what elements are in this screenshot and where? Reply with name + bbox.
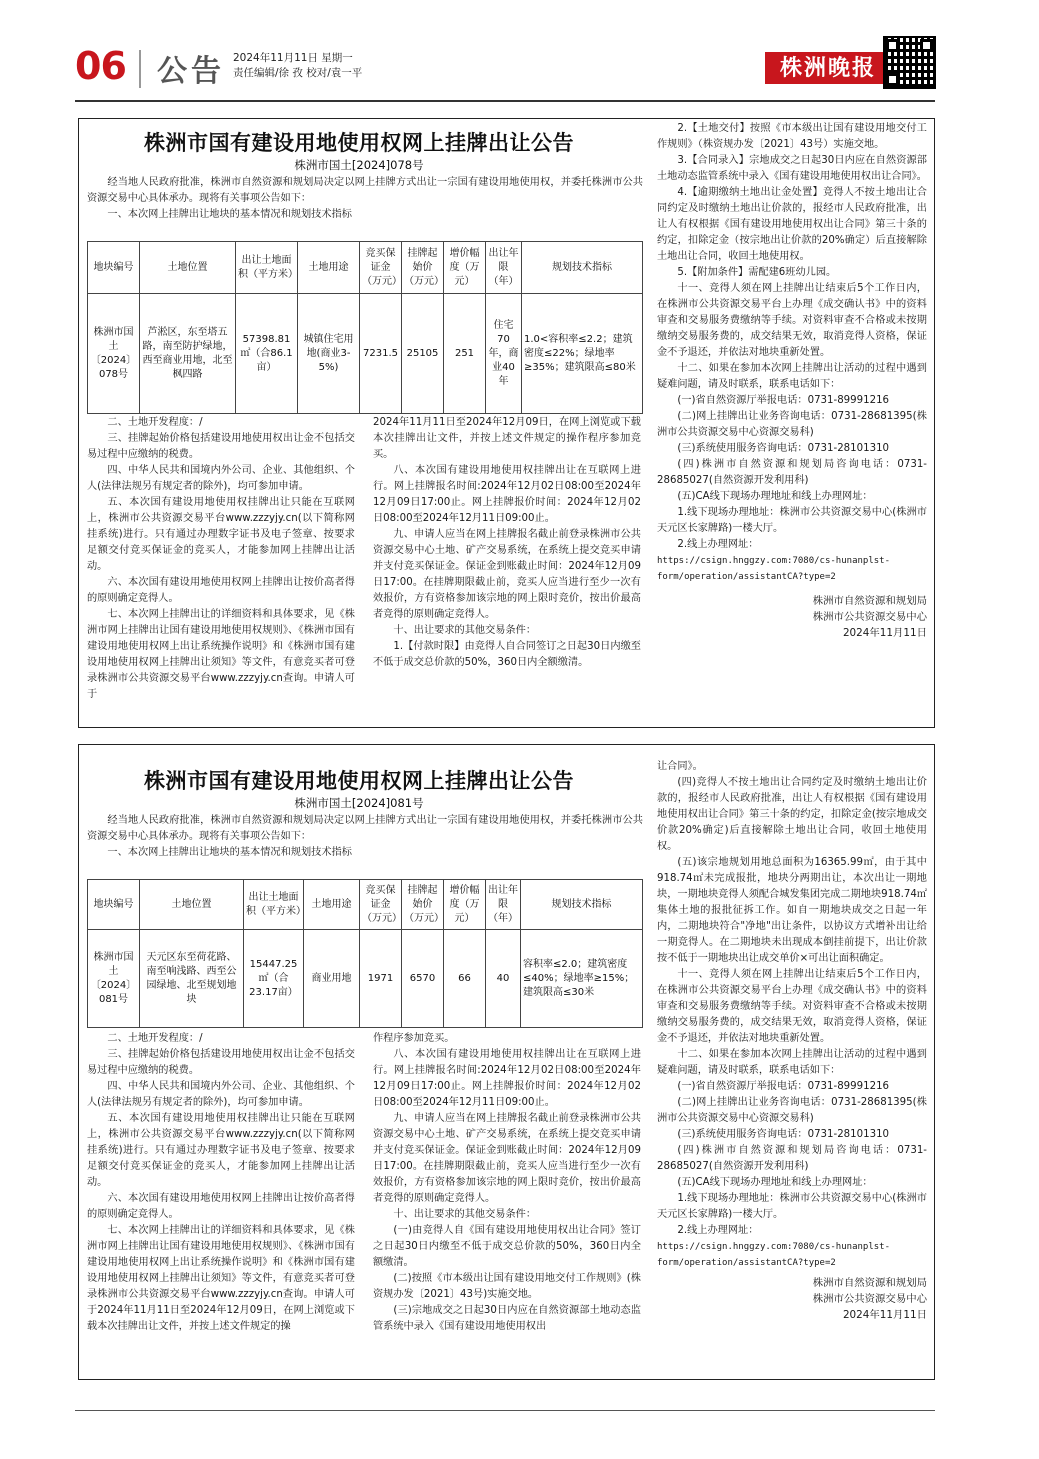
table-cell: 住宅70年，商业40年	[486, 294, 522, 414]
intro-paragraph: 经当地人民政府批准，株洲市自然资源和规划局决定以网上挂牌方式出让一宗国有建设用地使用权，并委托株洲市公共资源交易中心具体承办。现将有关事项公告如下：	[87, 815, 643, 842]
paragraph: 十一、竞得人须在网上挂牌出让结束后5个工作日内，在株洲市公共资源交易平台上办理《成交确认书》中的资料审查和交易服务费缴纳等手续。对资料审查不合格或未按期缴纳交易服务费的，成交结果无效，取消竞得人资格，保证金不予退还，并依法对地块重新处置。	[657, 283, 927, 358]
issue-meta	[233, 51, 362, 81]
table-header: 出让年限（年）	[486, 242, 522, 294]
paragraph: 十二、如果在参加本次网上挂牌出让活动的过程中遇到疑难问题，请及时联系，联系电话如下：	[657, 1049, 927, 1076]
parcel-table	[87, 241, 643, 414]
paragraph: (一)由竞得人自《国有建设用地使用权出让合同》签订之日起30日内缴至不低于成交总价款的50%，360日内全额缴清。	[373, 1225, 641, 1268]
table-header: 竞买保证金（万元）	[360, 242, 402, 294]
parcel-table	[87, 879, 643, 1028]
ca-url-link[interactable]: https://csign.hnggzy.com:7080/cs-hunanplst-form/operation/assistantCA?type=2	[657, 1242, 890, 1268]
header-divider	[139, 50, 141, 88]
paragraph: (三)系统使用服务咨询电话：0731-28101310	[677, 1129, 890, 1140]
signature-block	[657, 1275, 927, 1323]
page-number: 06	[75, 44, 126, 88]
paragraph: 让合同》。	[657, 761, 703, 772]
table-header-row	[88, 880, 643, 930]
table-row	[88, 930, 643, 1028]
table-header: 增价幅度（万元）	[444, 880, 486, 930]
table-header: 土地用途	[298, 242, 360, 294]
table-header: 规划技术指标	[522, 242, 643, 294]
paragraph: (四)株洲市自然资源和规划局咨询电话：0731-28685027(自然资源开发利用科)	[657, 459, 927, 486]
newspaper-logo: 株洲晚报	[765, 52, 891, 84]
paragraph: 九、申请人应当在网上挂牌报名截止前登录株洲市公共资源交易中心土地、矿产交易系统，在系统上提交竞买申请并支付竞买保证金。保证金到账截止时间：2024年12月09日17:00。在挂牌期限截止前，竞买人应当进行至少一次有效报价，方有资格参加该宗地的网上限时竞价，按出价最高者竞得的原则确定竞得人。	[373, 529, 641, 620]
table-cell: 株洲市国土〔2024〕081号	[88, 930, 140, 1028]
notice-081	[78, 744, 935, 1380]
table-cell: 57398.81㎡（合86.1亩）	[236, 294, 298, 414]
notice-column-3	[657, 121, 927, 641]
table-cell: 6570	[402, 930, 444, 1028]
signer: 株洲市公共资源交易中心	[812, 1293, 927, 1305]
paragraph: 2.线上办理网址：	[677, 1225, 759, 1236]
paragraph: 4.【逾期缴纳土地出让金处置】竞得人不按土地出让合同约定及时缴纳土地出让价款的，报经市人民政府批准，出让人有权根据《国有建设用地使用权出让合同》第三十条的约定，扣除定金（按宗地出让价款的20%确定）后直接解除土地出让合同，收回土地使用权。	[657, 187, 927, 262]
notice-column-1	[87, 1031, 355, 1335]
paragraph: (二)网上挂牌出让业务咨询电话：0731-28681395(株洲市公共资源交易中心资源交易科)	[657, 411, 927, 438]
table-cell: 城镇住宅用地(商业3-5%)	[298, 294, 360, 414]
paragraph: 5.【附加条件】需配建6班幼儿园。	[677, 267, 837, 278]
notice-column-1	[87, 415, 355, 703]
table-cell: 1.0<容积率≤2.2；建筑密度≤22%；绿地率≥35%；建筑限高≤80米	[522, 294, 643, 414]
table-cell: 7231.5	[360, 294, 402, 414]
table-cell: 天元区东至荷花路、南至响浅路、西至公园绿地、北至规划地块	[140, 930, 244, 1028]
paragraph: (三)系统使用服务咨询电话：0731-28101310	[677, 443, 890, 454]
paragraph: 作程序参加竞买。	[373, 1033, 455, 1044]
paragraph: 三、挂牌起始价格包括建设用地使用权出让金不包括交易过程中应缴纳的税费。	[87, 433, 355, 460]
paragraph: (一)省自然资源厅举报电话：0731-89991216	[677, 1081, 890, 1092]
paragraph: 二、土地开发程度：/	[107, 417, 203, 428]
table-cell: 1971	[360, 930, 402, 1028]
paragraph: 八、本次国有建设用地使用权挂牌出让在互联网上进行。网上挂牌报名时间:2024年12月02日08:00至2024年12月09日17:00止。网上挂牌报价时间：2024年12月02日08:00至2024年12月11日09:00止。	[373, 465, 641, 524]
table-cell: 商业用地	[304, 930, 360, 1028]
paragraph: 七、本次网上挂牌出让的详细资料和具体要求，见《株洲市网上挂牌出让国有建设用地使用权规则》、《株洲市国有建设用地使用权网上出让系统操作说明》和《株洲市国有建设用地使用权网上挂牌出让须知》等文件，有意竞买者可登录株洲市公共资源交易平台www.zzzyjy.cn查询。申请人可于	[87, 609, 355, 700]
footer-rule	[75, 1410, 935, 1411]
table-header: 地块编号	[88, 242, 140, 294]
table-cell: 15447.25㎡（合23.17亩）	[244, 930, 304, 1028]
paragraph: 2.线上办理网址：	[677, 539, 759, 550]
sign-date: 2024年11月11日	[842, 1309, 927, 1321]
paragraph: 八、本次国有建设用地使用权挂牌出让在互联网上进行。网上挂牌报名时间:2024年12月02日08:00至2024年12月09日17:00止。网上挂牌报价时间：2024年12月02日08:00至2024年12月11日09:00止。	[373, 1049, 641, 1108]
table-header: 土地位置	[140, 242, 236, 294]
paragraph: 四、中华人民共和国境内外公司、企业、其他组织、个人(法律法规另有规定者的除外)，均可参加申请。	[87, 465, 355, 492]
table-cell: 66	[444, 930, 486, 1028]
table-header: 土地用途	[304, 880, 360, 930]
notice-intro	[87, 175, 643, 223]
paragraph: 三、挂牌起始价格包括建设用地使用权出让金不包括交易过程中应缴纳的税费。	[87, 1049, 355, 1076]
paragraph: 十二、如果在参加本次网上挂牌出让活动的过程中遇到疑难问题，请及时联系，联系电话如下：	[657, 363, 927, 390]
signer: 株洲市自然资源和规划局	[812, 1277, 927, 1289]
table-row	[88, 294, 643, 414]
ca-url-link[interactable]: https://csign.hnggzy.com:7080/cs-hunanplst-form/operation/assistantCA?type=2	[657, 556, 890, 582]
table-cell: 40	[486, 930, 521, 1028]
paragraph: 3.【合同录入】宗地成交之日起30日内应在自然资源部土地动态监管系统中录入《国有建设用地使用权出让合同》。	[657, 155, 927, 182]
paragraph: 十、出让要求的其他交易条件：	[393, 625, 537, 636]
notice-column-3	[657, 759, 927, 1323]
signer: 株洲市自然资源和规划局	[812, 595, 927, 607]
paragraph: (四)株洲市自然资源和规划局咨询电话：0731-28685027(自然资源开发利用科)	[657, 1145, 927, 1172]
notice-intro	[87, 813, 643, 861]
paragraph: (五)该宗地规划用地总面积为16365.99㎡，由于其中918.74㎡未完成报批，地块分两期出让，本次出让一期地块，一期地块竞得人须配合城发集团完成二期地块918.74㎡集体土地的报批征拆工作。如自一期地块成交之日起一年内，二期地块符合"净地"出让条件，以协议方式增补出让给一期竞得人。在二期地块未出现成本倒挂前提下，出让价款按不低于一期地块出让成交单价×可出让面积确定。	[657, 857, 927, 964]
notice-title: 株洲市国有建设用地使用权网上挂牌出让公告	[144, 130, 574, 155]
table-cell: 251	[444, 294, 486, 414]
paragraph: (二)网上挂牌出让业务咨询电话：0731-28681395(株洲市公共资源交易中心资源交易科)	[657, 1097, 927, 1124]
table-cell: 25105	[402, 294, 444, 414]
paragraph: (四)竞得人不按土地出让合同约定及时缴纳土地出让价款的，报经市人民政府批准，出让人有权根据《国有建设用地使用权出让合同》第三十条的约定，扣除定金(按宗地成交价款20%确定)后直接解除土地出让合同，收回土地使用权。	[657, 777, 927, 852]
paragraph: 2024年11月11日至2024年12月09日，在网上浏览或下载本次挂牌出让文件，并按上述文件规定的操作程序参加竞买。	[373, 417, 641, 460]
table-header: 地块编号	[88, 880, 140, 930]
editor-credit: 责任编辑/徐 孜 校对/袁一平	[233, 67, 363, 79]
paragraph: (二)按照《市本级出让国有建设用地交付工作规则》(株资规办发〔2021〕43号)实施交地。	[373, 1273, 641, 1300]
table-header: 土地位置	[140, 880, 244, 930]
paragraph: 十一、竞得人须在网上挂牌出让结束后5个工作日内，在株洲市公共资源交易平台上办理《成交确认书》中的资料审查和交易服务费缴纳等手续。对资料审查不合格或未按期缴纳交易服务费的，成交结果无效，取消竞得人资格，保证金不予退还，并依法对地块重新处置。	[657, 969, 927, 1044]
table-cell: 株洲市国土〔2024〕078号	[88, 294, 140, 414]
paragraph: 六、本次国有建设用地使用权网上挂牌出让按价高者得的原则确定竞得人。	[87, 577, 355, 604]
signer: 株洲市公共资源交易中心	[812, 611, 927, 623]
paragraph: (五)CA线下现场办理地址和线上办理网址：	[677, 1177, 873, 1188]
table-header: 挂牌起始价（万元）	[402, 880, 444, 930]
paragraph: 六、本次国有建设用地使用权网上挂牌出让按价高者得的原则确定竞得人。	[87, 1193, 355, 1220]
intro-paragraph: 经当地人民政府批准，株洲市自然资源和规划局决定以网上挂牌方式出让一宗国有建设用地使用权，并委托株洲市公共资源交易中心具体承办。现将有关事项公告如下：	[87, 177, 643, 204]
notice-doc-number: 株洲市国土[2024]078号	[294, 158, 424, 172]
masthead	[75, 36, 935, 96]
table-cell: 芦淞区，东至塔五路，南至防护绿地，西至商业用地，北至枫四路	[140, 294, 236, 414]
notice-078	[78, 118, 935, 728]
table-header: 出让年限（年）	[486, 880, 521, 930]
paragraph: 五、本次国有建设用地使用权挂牌出让只能在互联网上，株洲市公共资源交易平台www.zzzyjy.cn(以下简称网挂系统)进行。只有通过办理数字证书及电子签章、按要求足额交付竞买保证金的竞买人，才能参加网上挂牌出让活动。	[87, 497, 355, 572]
notice-doc-number: 株洲市国土[2024]081号	[294, 796, 424, 810]
section-name: 公告	[157, 54, 225, 89]
sign-date: 2024年11月11日	[842, 627, 927, 639]
notice-column-2	[373, 1031, 641, 1335]
paragraph: 二、土地开发程度：/	[107, 1033, 203, 1044]
table-header: 挂牌起始价（万元）	[402, 242, 444, 294]
paragraph: (一)省自然资源厅举报电话：0731-89991216	[677, 395, 890, 406]
notice-column-2	[373, 415, 641, 671]
paragraph: 四、中华人民共和国境内外公司、企业、其他组织、个人(法律法规另有规定者的除外)，均可参加申请。	[87, 1081, 355, 1108]
header-rule	[75, 100, 935, 102]
paragraph: 七、本次网上挂牌出让的详细资料和具体要求，见《株洲市网上挂牌出让国有建设用地使用权规则》、《株洲市国有建设用地使用权网上出让系统操作说明》和《株洲市国有建设用地使用权网上挂牌出让须知》等文件，有意竞买者可登录株洲市公共资源交易平台www.zzzyjy.cn查询。申请人可于2024年11月11日至2024年12月09日，在网上浏览或下载本次挂牌出让文件，并按上述文件规定的操	[87, 1225, 355, 1332]
section-heading: 一、本次网上挂牌出让地块的基本情况和规划技术指标	[107, 209, 352, 220]
table-header: 出让土地面积（平方米）	[244, 880, 304, 930]
table-cell: 容积率≤2.0；建筑密度≤40%；绿地率≥15%；建筑限高≤30米	[521, 930, 643, 1028]
paragraph: 2.【土地交付】按照《市本级出让国有建设用地交付工作规则》（株资规办发〔2021〕43号）实施交地。	[657, 123, 927, 150]
paragraph: 十、出让要求的其他交易条件：	[393, 1209, 537, 1220]
notice-title: 株洲市国有建设用地使用权网上挂牌出让公告	[144, 768, 574, 793]
section-heading: 一、本次网上挂牌出让地块的基本情况和规划技术指标	[107, 847, 352, 858]
paragraph: 五、本次国有建设用地使用权挂牌出让只能在互联网上，株洲市公共资源交易平台www.zzzyjy.cn(以下简称网挂系统)进行。只有通过办理数字证书及电子签章、按要求足额交付竞买保证金的竞买人，才能参加网上挂牌出让活动。	[87, 1113, 355, 1188]
table-header: 增价幅度（万元）	[444, 242, 486, 294]
signature-block	[657, 593, 927, 641]
qr-code-icon	[883, 36, 936, 89]
issue-date: 2024年11月11日 星期一	[233, 52, 353, 64]
paragraph: (五)CA线下现场办理地址和线上办理网址：	[677, 491, 873, 502]
paragraph: 九、申请人应当在网上挂牌报名截止前登录株洲市公共资源交易中心土地、矿产交易系统，在系统上提交竞买申请并支付竞买保证金。保证金到账截止时间：2024年12月09日17:00。在挂牌期限截止前，竞买人应当进行至少一次有效报价，方有资格参加该宗地的网上限时竞价，按出价最高者竞得的原则确定竞得人。	[373, 1113, 641, 1204]
paragraph: 1.线下现场办理地址：株洲市公共资源交易中心(株洲市天元区长家牌路)一楼大厅。	[657, 1193, 927, 1220]
table-header: 出让土地面积（平方米）	[236, 242, 298, 294]
paragraph: 1.【付款时限】由竞得人自合同签订之日起30日内缴至不低于成交总价款的50%，360日内全额缴清。	[373, 641, 641, 668]
table-header-row	[88, 242, 643, 294]
table-header: 规划技术指标	[521, 880, 643, 930]
paragraph: (三)宗地成交之日起30日内应在自然资源部土地动态监管系统中录入《国有建设用地使用权出	[373, 1305, 641, 1332]
table-header: 竞买保证金（万元）	[360, 880, 402, 930]
paragraph: 1.线下现场办理地址：株洲市公共资源交易中心(株洲市天元区长家牌路)一楼大厅。	[657, 507, 927, 534]
